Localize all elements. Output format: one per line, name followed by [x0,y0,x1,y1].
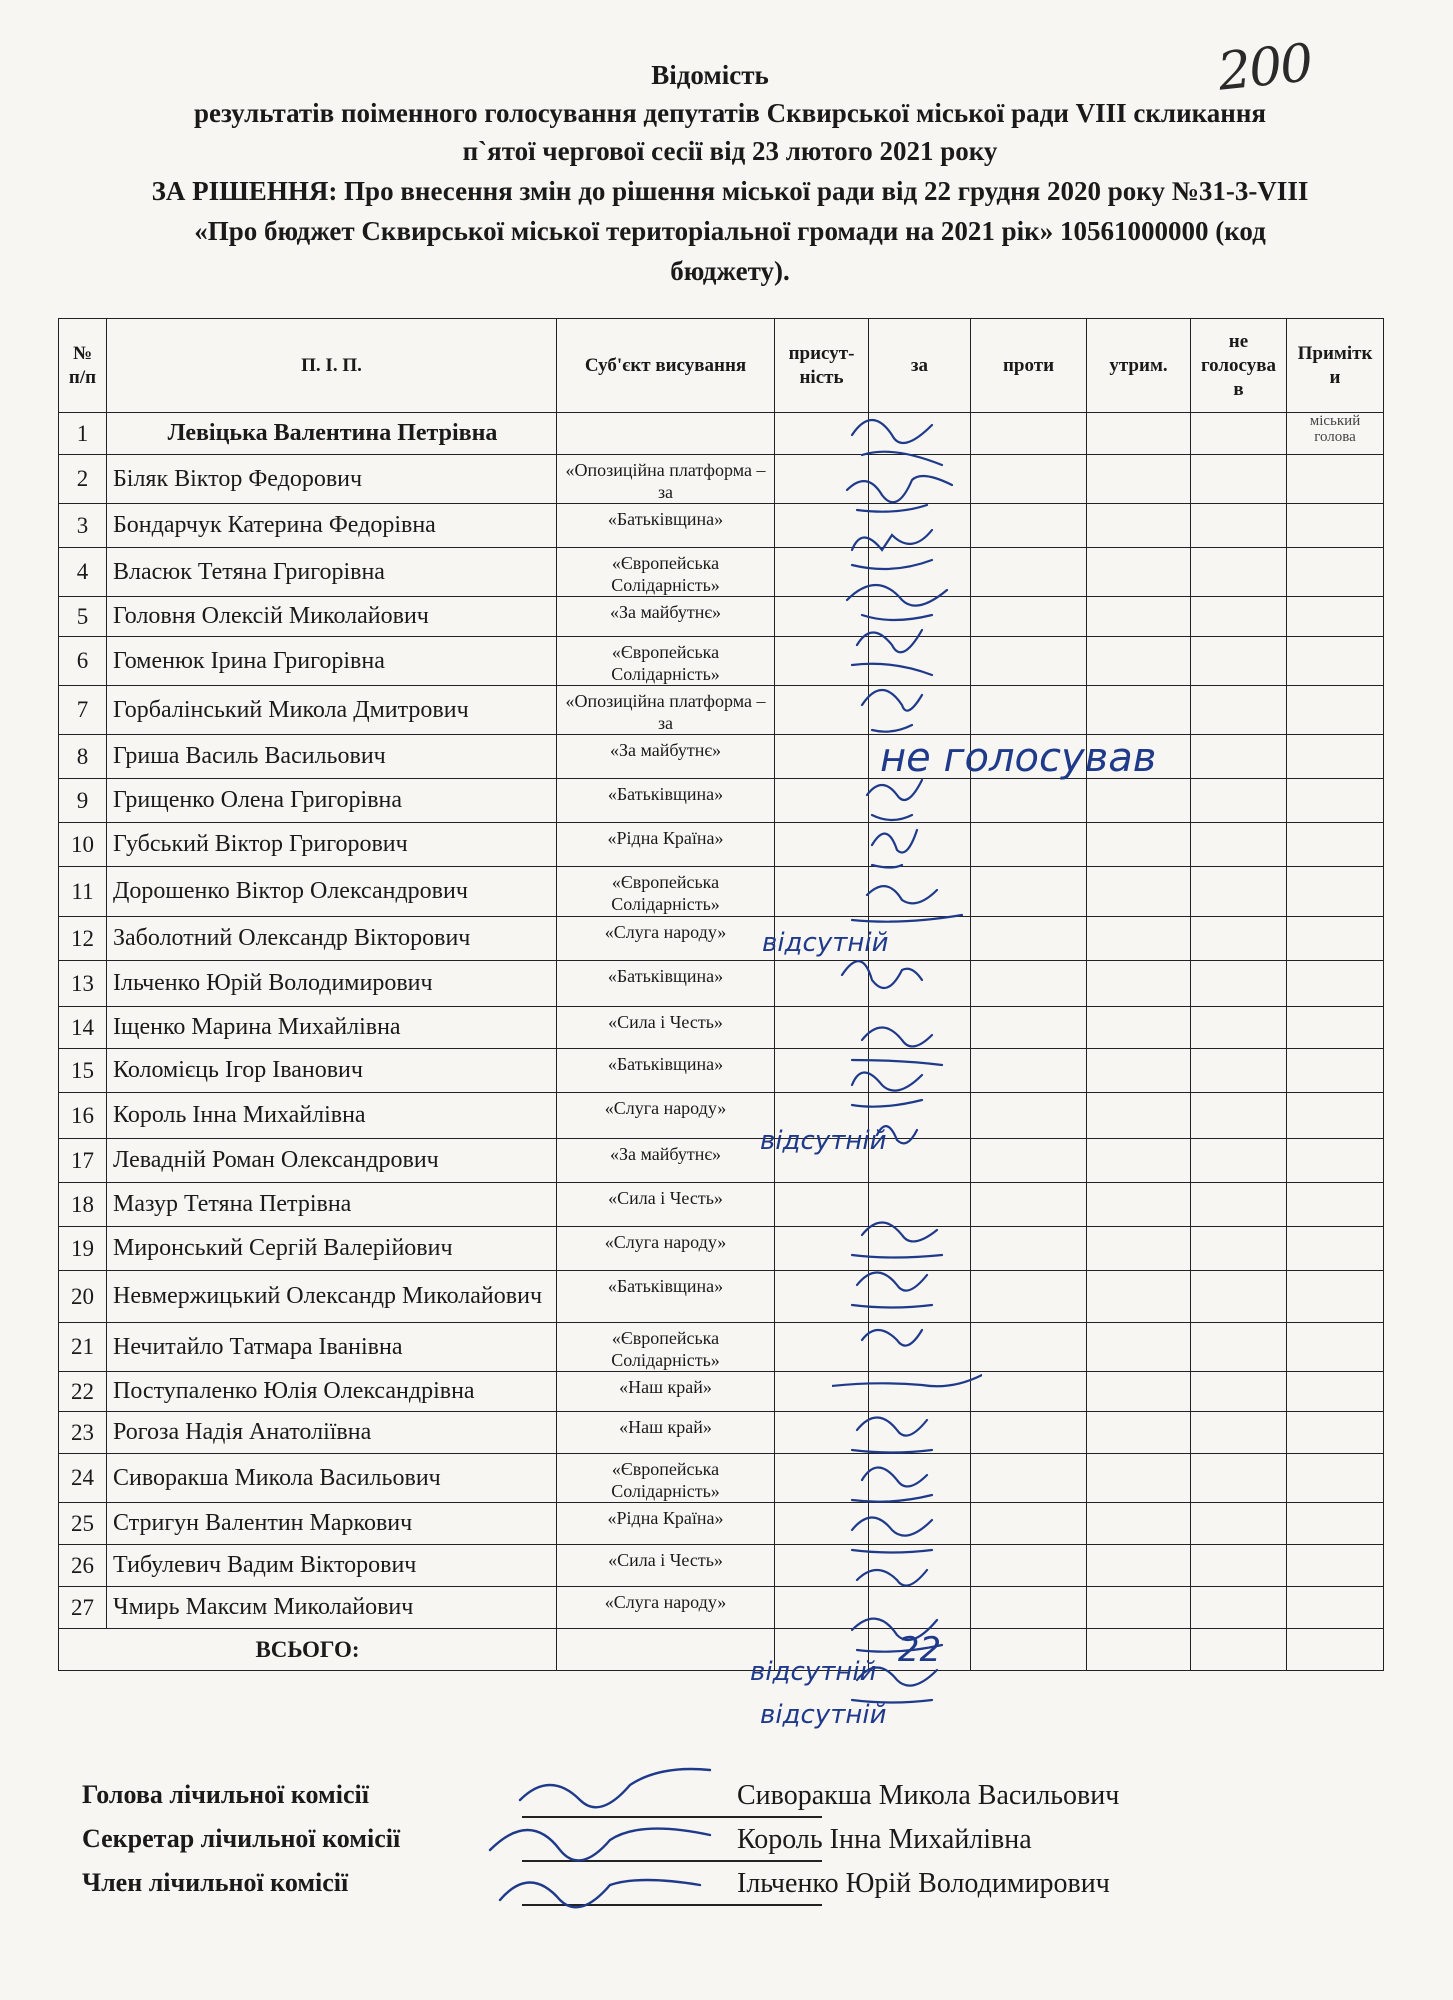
against-cell [971,867,1087,917]
col-not-voted: не голосува в [1191,319,1287,413]
table-row [59,735,1384,779]
col-for: за [869,319,971,413]
table-row [59,917,1384,961]
abstain-cell [1087,1545,1191,1587]
table-row [59,637,1384,686]
against-cell [971,1093,1087,1139]
nominating-party: «Європейська Солідарність» [557,637,775,686]
table-row [59,1372,1384,1412]
decision-line-1: ЗА РІШЕННЯ: Про внесення змін до рішення міської ради від 22 грудня 2020 року №31-3-VIII [151,176,1309,206]
against-cell [971,504,1087,548]
row-number: 15 [59,1049,107,1093]
table-row [59,1587,1384,1629]
document-title: Відомість [651,60,769,90]
table-row [59,1049,1384,1093]
row-number: 20 [59,1271,107,1323]
not-voted-cell [1191,1007,1287,1049]
handwritten-absent-row-27: відсутній [760,1700,887,1730]
against-cell [971,1454,1087,1503]
notes-cell [1287,548,1384,597]
row-number: 27 [59,1587,107,1629]
table-row [59,504,1384,548]
row-number: 25 [59,1503,107,1545]
row-number: 22 [59,1372,107,1412]
table-row [59,867,1384,917]
against-cell [971,1049,1087,1093]
chair-role: Голова лічильної комісії [82,1780,369,1809]
notes-cell [1287,823,1384,867]
nominating-party: «Батьківщина» [557,779,775,823]
voting-table [58,318,1384,1671]
notes-cell [1287,637,1384,686]
against-cell [971,823,1087,867]
session-line: п`ятої чергової сесії від 23 лютого 2021 року [462,136,998,166]
row-number: 10 [59,823,107,867]
table-row [59,1183,1384,1227]
against-cell [971,1007,1087,1049]
nominating-party: «Європейська Солідарність» [557,1323,775,1372]
row-number: 17 [59,1139,107,1183]
abstain-cell [1087,413,1191,455]
nominating-party: «Слуга народу» [557,917,775,961]
not-voted-cell [1191,1412,1287,1454]
table-row [59,1412,1384,1454]
not-voted-cell [1191,1545,1287,1587]
table-row [59,779,1384,823]
deputy-name: Гоменюк Ірина Григорівна [107,637,557,686]
against-cell [971,1503,1087,1545]
abstain-cell [1087,1503,1191,1545]
notes-cell [1287,597,1384,637]
against-cell [971,455,1087,504]
deputy-name: Гриша Василь Васильович [107,735,557,779]
nominating-party: «Європейська Солідарність» [557,548,775,597]
nominating-party [557,413,775,455]
nominating-party: «Рідна Країна» [557,1503,775,1545]
abstain-cell [1087,1587,1191,1629]
table-row [59,823,1384,867]
notes-cell: міський голова [1287,413,1384,455]
table-row [59,1139,1384,1183]
document-subtitle: результатів поіменного голосування депутатів Сквирської міської ради VIII скликання [193,98,1267,128]
nominating-party: «Європейська Солідарність» [557,1454,775,1503]
row-number: 8 [59,735,107,779]
deputy-name: Чмирь Максим Миколайович [107,1587,557,1629]
deputy-name: Нечитайло Татмара Іванівна [107,1323,557,1372]
notes-cell [1287,1412,1384,1454]
against-cell [971,597,1087,637]
not-voted-cell [1191,779,1287,823]
deputy-name: Сиворакша Микола Васильович [107,1454,557,1503]
against-cell [971,413,1087,455]
table-row [59,961,1384,1007]
notes-cell [1287,1049,1384,1093]
total-against-cell [971,1629,1087,1671]
table-row [59,1503,1384,1545]
deputy-name: Мазур Тетяна Петрівна [107,1183,557,1227]
notes-cell [1287,1372,1384,1412]
notes-cell [1287,1323,1384,1372]
abstain-cell [1087,1454,1191,1503]
row-number: 14 [59,1007,107,1049]
abstain-cell [1087,455,1191,504]
notes-cell [1287,1503,1384,1545]
not-voted-cell [1191,597,1287,637]
deputy-name: Власюк Тетяна Григорівна [107,548,557,597]
secretary-role: Секретар лічильної комісії [82,1824,401,1853]
deputy-name: Левіцька Валентина Петрівна [107,413,557,455]
deputy-name: Бондарчук Катерина Федорівна [107,504,557,548]
against-cell [971,1587,1087,1629]
nominating-party: «Сила і Честь» [557,1545,775,1587]
against-cell [971,779,1087,823]
against-cell [971,1139,1087,1183]
nominating-party: «Слуга народу» [557,1093,775,1139]
row-number: 7 [59,686,107,735]
nominating-party: «Європейська Солідарність» [557,867,775,917]
against-cell [971,961,1087,1007]
nominating-party: «Опозиційна платформа – за [557,686,775,735]
against-cell [971,917,1087,961]
deputy-name: Головня Олексій Миколайович [107,597,557,637]
not-voted-cell [1191,686,1287,735]
decision-line-2: «Про бюджет Сквирської міської територіальної громади на 2021 рік» 10561000000 (код [194,216,1266,246]
table-row [59,1007,1384,1049]
handwritten-absent-row-26: відсутній [750,1657,877,1687]
not-voted-cell [1191,1372,1287,1412]
handwritten-absent-row-15: відсутній [760,1126,887,1156]
abstain-cell [1087,1271,1191,1323]
chair-name: Сиворакша Микола Васильович [737,1780,1120,1811]
abstain-cell [1087,504,1191,548]
notes-cell [1287,1007,1384,1049]
row-number: 21 [59,1323,107,1372]
not-voted-cell [1191,504,1287,548]
table-row [59,548,1384,597]
row-number: 12 [59,917,107,961]
abstain-cell [1087,686,1191,735]
total-for-value: 22 [897,1629,942,1670]
not-voted-cell [1191,735,1287,779]
not-voted-cell [1191,1139,1287,1183]
table-row [59,1545,1384,1587]
notes-cell [1287,455,1384,504]
notes-cell [1287,779,1384,823]
col-name: П. І. П. [107,319,557,413]
total-notes-cell [1287,1629,1384,1671]
table-row [59,1093,1384,1139]
deputy-name: Дорошенко Віктор Олександрович [107,867,557,917]
nominating-party: «Батьківщина» [557,961,775,1007]
nominating-party: «Рідна Країна» [557,823,775,867]
handwritten-absent-row-11: відсутній [762,928,889,958]
not-voted-cell [1191,1049,1287,1093]
deputy-name: Невмержицький Олександр Миколайович [107,1271,557,1323]
table-row [59,413,1384,455]
against-cell [971,1271,1087,1323]
deputy-name: Коломієць Ігор Іванович [107,1049,557,1093]
abstain-cell [1087,1049,1191,1093]
col-abstain: утрим. [1087,319,1191,413]
page-number: 200 [1215,33,1315,103]
not-voted-cell [1191,413,1287,455]
against-cell [971,686,1087,735]
against-cell [971,1412,1087,1454]
deputy-name: Горбалінський Микола Дмитрович [107,686,557,735]
decision-line-3: бюджету). [670,256,790,286]
against-cell [971,1372,1087,1412]
abstain-cell [1087,867,1191,917]
nominating-party: «За майбутнє» [557,1139,775,1183]
notes-cell [1287,1587,1384,1629]
deputy-name: Заболотний Олександр Вікторович [107,917,557,961]
deputy-name: Біляк Віктор Федорович [107,455,557,504]
abstain-cell [1087,1372,1191,1412]
abstain-cell [1087,1183,1191,1227]
notes-cell [1287,504,1384,548]
nominating-party: «Наш край» [557,1412,775,1454]
col-number: № п/п [59,319,107,413]
row-number: 13 [59,961,107,1007]
notes-cell [1287,867,1384,917]
abstain-cell [1087,637,1191,686]
row-number: 16 [59,1093,107,1139]
nominating-party: «Батьківщина» [557,1049,775,1093]
row-number: 6 [59,637,107,686]
not-voted-cell [1191,1271,1287,1323]
table-row [59,455,1384,504]
row-number: 2 [59,455,107,504]
notes-cell [1287,917,1384,961]
against-cell [971,1323,1087,1372]
table-row [59,1271,1384,1323]
not-voted-cell [1191,1503,1287,1545]
not-voted-cell [1191,637,1287,686]
row-number: 23 [59,1412,107,1454]
nominating-party: «Слуга народу» [557,1587,775,1629]
abstain-cell [1087,1323,1191,1372]
nominating-party: «За майбутнє» [557,735,775,779]
not-voted-cell [1191,1454,1287,1503]
against-cell [971,1227,1087,1271]
notes-cell [1287,1139,1384,1183]
row-number: 9 [59,779,107,823]
deputy-name: Миронський Сергій Валерійович [107,1227,557,1271]
notes-cell [1287,961,1384,1007]
nominating-party: «Сила і Честь» [557,1007,775,1049]
total-row [59,1629,1384,1671]
abstain-cell [1087,917,1191,961]
not-voted-cell [1191,867,1287,917]
not-voted-cell [1191,1323,1287,1372]
nominating-party: «За майбутнє» [557,597,775,637]
member-role: Член лічильної комісії [82,1868,349,1897]
abstain-cell [1087,1139,1191,1183]
deputy-name: Левадній Роман Олександрович [107,1139,557,1183]
abstain-cell [1087,1007,1191,1049]
notes-cell [1287,1271,1384,1323]
against-cell [971,1545,1087,1587]
row-number: 26 [59,1545,107,1587]
nominating-party: «Сила і Честь» [557,1183,775,1227]
abstain-cell [1087,1412,1191,1454]
deputy-name: Рогоза Надія Анатоліївна [107,1412,557,1454]
against-cell [971,1183,1087,1227]
table-row [59,1227,1384,1271]
abstain-cell [1087,597,1191,637]
not-voted-cell [1191,1093,1287,1139]
table-header-row [59,319,1384,413]
deputy-name: Тибулевич Вадим Вікторович [107,1545,557,1587]
row-number: 18 [59,1183,107,1227]
col-present: присут-ність [775,319,869,413]
not-voted-cell [1191,1227,1287,1271]
row-number: 4 [59,548,107,597]
deputy-name: Губський Віктор Григорович [107,823,557,867]
nominating-party: «Наш край» [557,1372,775,1412]
not-voted-cell [1191,1587,1287,1629]
table-row [59,1454,1384,1503]
not-voted-cell [1191,823,1287,867]
nominating-party: «Батьківщина» [557,1271,775,1323]
nominating-party: «Слуга народу» [557,1227,775,1271]
abstain-cell [1087,1093,1191,1139]
not-voted-cell [1191,1183,1287,1227]
against-cell [971,637,1087,686]
row-number: 11 [59,867,107,917]
handwritten-not-voted: не голосував [880,735,1157,781]
nominating-party: «Батьківщина» [557,504,775,548]
abstain-cell [1087,1227,1191,1271]
col-against: проти [971,319,1087,413]
notes-cell [1287,1545,1384,1587]
total-label: ВСЬОГО: [59,1629,557,1671]
deputy-name: Поступаленко Юлія Олександрівна [107,1372,557,1412]
total-not-voted-cell [1191,1629,1287,1671]
deputy-name: Ільченко Юрій Володимирович [107,961,557,1007]
deputy-name: Стригун Валентин Маркович [107,1503,557,1545]
row-number: 3 [59,504,107,548]
not-voted-cell [1191,961,1287,1007]
notes-cell [1287,735,1384,779]
abstain-cell [1087,548,1191,597]
notes-cell [1287,1183,1384,1227]
commission-signatures [470,1760,770,1930]
notes-cell [1287,1093,1384,1139]
deputy-name: Король Інна Михайлівна [107,1093,557,1139]
not-voted-cell [1191,548,1287,597]
total-party-cell [557,1629,775,1671]
against-cell [971,548,1087,597]
abstain-cell [1087,779,1191,823]
document-header [40,56,1420,290]
col-notes: Примітк и [1287,319,1384,413]
row-number: 19 [59,1227,107,1271]
nominating-party: «Опозиційна платформа – за [557,455,775,504]
notes-cell [1287,686,1384,735]
row-number: 24 [59,1454,107,1503]
table-row [59,597,1384,637]
abstain-cell [1087,823,1191,867]
not-voted-cell [1191,455,1287,504]
table-row [59,1323,1384,1372]
deputy-name: Грищенко Олена Григорівна [107,779,557,823]
notes-cell [1287,1454,1384,1503]
deputy-name: Іщенко Марина Михайлівна [107,1007,557,1049]
not-voted-cell [1191,917,1287,961]
notes-cell [1287,1227,1384,1271]
abstain-cell [1087,961,1191,1007]
table-row [59,686,1384,735]
member-name: Ільченко Юрій Володимирович [737,1868,1110,1899]
signature-column [832,415,982,1745]
row-number: 1 [59,413,107,455]
secretary-name: Король Інна Михайлівна [737,1824,1032,1855]
total-abstain-cell [1087,1629,1191,1671]
row-number: 5 [59,597,107,637]
col-party: Суб'єкт висування [557,319,775,413]
